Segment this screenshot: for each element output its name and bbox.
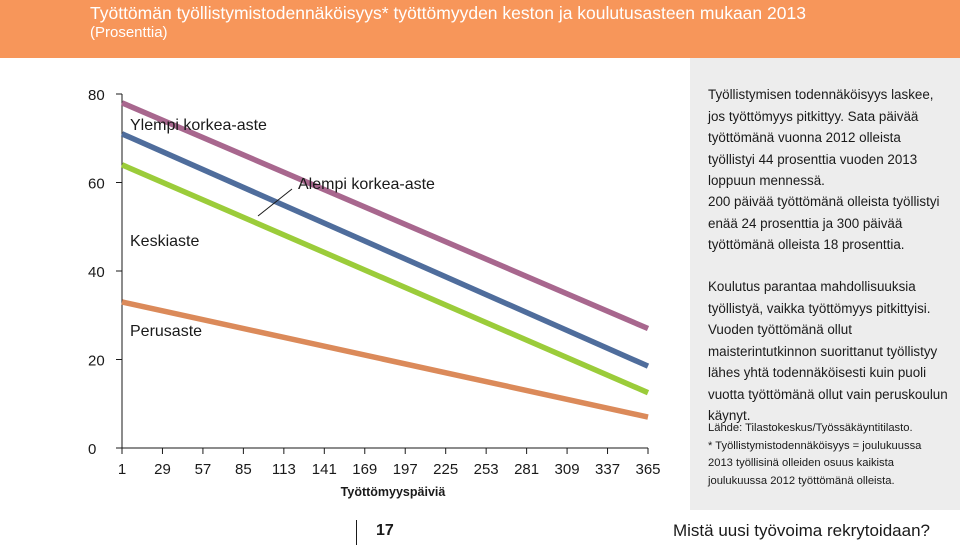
y-tick-label: 0 [88,441,97,458]
y-tick-label: 40 [88,264,105,281]
sidebar-paragraph-1: Työllistymisen todennäköisyys laskee, jos työttömyys pitkittyy. Sata päivää työttömänä vuonna 2012 olleista työllistyi 44 prosenttia vuoden 2013 loppuun mennessä. [708,87,934,188]
series-label: Alempi korkea-aste [298,176,435,193]
x-tick-label: 85 [235,461,252,478]
series-line [122,103,648,329]
footnote-text: * Työllistymistodennäköisyys = joulukuussa 2013 työllisinä olleiden osuus kaikista joulukuussa 2012 työttömänä olleista. [708,439,922,487]
y-tick-label: 80 [88,87,105,104]
x-tick-label: 225 [433,461,459,478]
x-tick-label: 281 [514,461,540,478]
x-tick-label: 197 [392,461,418,478]
y-tick-label: 60 [88,175,105,193]
source-note [708,420,948,490]
x-tick-label: 253 [473,461,499,478]
series-label: Perusaste [130,323,203,340]
line-chart [0,58,680,518]
footer-divider [356,520,357,545]
chart-title: Työttömän työllistymistodennäköisyys* työttömyyden keston ja koulutusasteen mukaan 2013 [90,3,806,23]
x-tick-label: 365 [635,461,661,478]
x-tick-label: 29 [154,461,171,478]
x-tick-label: 57 [194,461,212,478]
label-leader-line [258,189,292,216]
x-tick-label: 169 [352,461,378,478]
x-tick-label: 113 [271,461,296,478]
x-tick-label: 141 [311,461,337,478]
chart-subtitle: (Prosenttia) [90,24,168,41]
x-tick-label: 1 [117,461,127,478]
series-label: Keskiaste [130,233,200,250]
series-lines [122,103,648,417]
source-text: Lähde: Tilastokeskus/Työssäkäyntitilasto. [708,422,913,434]
y-axis [88,87,122,458]
x-tick-label: 309 [554,461,580,478]
series-labels [130,117,435,340]
sidebar-paragraph-2: 200 päivää työttömänä olleista työllistyi enää 24 prosenttia ja 300 päivää työttömänä olleista 18 prosenttia. [708,194,940,252]
page-number: 17 [376,522,394,539]
series-label: Ylempi korkea-aste [130,117,267,134]
footer-title: Mistä uusi työvoima rekrytoidaan? [672,521,930,540]
x-axis [118,448,661,478]
header-banner [0,0,960,58]
x-tick-label: 337 [595,461,621,478]
x-axis-title: Työttömyyspäiviä [340,485,446,499]
y-tick-label: 20 [88,352,105,370]
sidebar-paragraph-3: Koulutus parantaa mahdollisuuksia työllistyä, vaikka työttömyys pitkittyisi. Vuoden työttömänä ollut maisterintutkinnon suorittanut työllistyy lähes yhtä todennäköisesti kuin puoli vuotta työttömänä ollut vain peruskoulun käynyt. [708,279,948,423]
sidebar-panel [690,58,960,510]
